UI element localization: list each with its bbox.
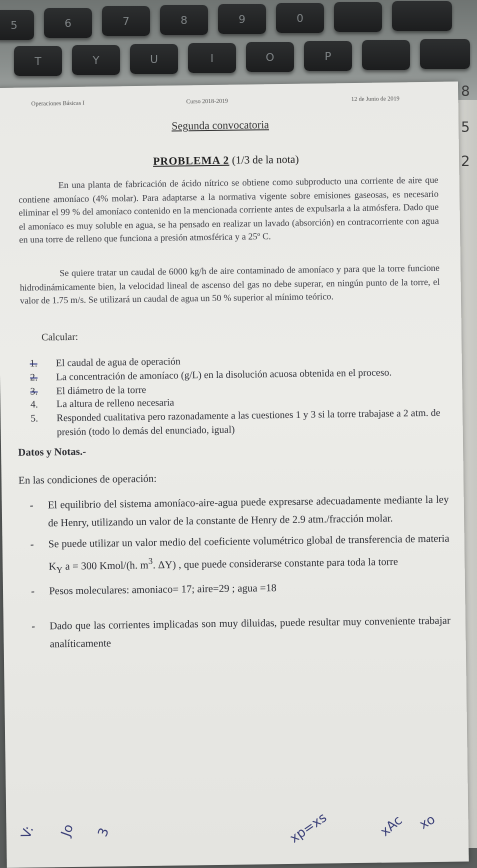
list-item xyxy=(25,613,450,654)
bullet-dash: - xyxy=(30,539,34,551)
handwritten-scribble: xAc xyxy=(377,813,406,840)
problem-paragraph-1: En una planta de fabricación de ácido nítrico se obtiene como subproducto una corriente de aire que contiene amoníaco (4% molar). Para adaptarse a la normativa vigente sobre emisiones gaseosas, es necesario eliminar el 99 % del amoníaco contenido en la mencionada corriente antes de expulsarla a la atmósfera. Dado que el amoníaco es muy soluble en agua, se ha pensado en realizar un lavado (absorción) en contracorriente con agua en una torre de relleno que funciona a presión atmosférica y a 25º C. xyxy=(18,174,439,245)
key: I xyxy=(188,43,236,73)
note-text: Dado que las corrientes implicadas son muy diluidas, puede resultar muy conveniente trabajar analíticamente xyxy=(49,615,451,650)
task-text: La concentración de amoníaco (g/L) en la disolución acuosa obtenida en el proceso. xyxy=(55,367,392,383)
handwritten-scribble: V: xyxy=(18,824,38,841)
task-number: 2. xyxy=(29,372,38,384)
key: Y xyxy=(72,45,120,75)
key xyxy=(392,1,452,31)
bullet-dash: - xyxy=(29,500,34,512)
key xyxy=(334,2,382,32)
note-text: . ΔY) , que puede considerarse constante para toda la torre xyxy=(152,556,399,571)
note-text: Pesos moleculares: amoniaco= 17; aire=29 ; agua =18 xyxy=(48,582,277,597)
task-number: 4. xyxy=(30,399,39,411)
key: T xyxy=(14,46,62,76)
data-notes-heading: Datos y Notas.- xyxy=(18,446,87,459)
bullet-dash: - xyxy=(30,586,35,598)
key: O xyxy=(246,42,294,72)
notes-list xyxy=(24,492,451,658)
exam-title: Segunda convocatoria xyxy=(171,119,270,133)
task-number: 3. xyxy=(30,386,38,398)
list-item xyxy=(25,577,450,600)
edge-mark: 5 xyxy=(461,120,470,136)
key: 9 xyxy=(218,4,266,34)
task-text: El caudal de agua de operación xyxy=(55,356,181,370)
task-list xyxy=(30,352,443,441)
list-item xyxy=(24,492,449,533)
handwritten-scribble: 3 xyxy=(95,826,113,839)
note-text: El equilibrio del sistema amoníaco-aire-agua puede expresarse adecuadamente mediante la ley de Henry, utilizando un valor de la constante de Henry de 2.9 atm./fracción molar. xyxy=(47,494,449,529)
handwritten-scribble: Jo xyxy=(58,822,77,839)
note-text: a = 300 Kmol/(h. m xyxy=(62,559,149,573)
edge-mark: 2 xyxy=(461,154,470,170)
handwritten-scribble: xo xyxy=(417,812,438,833)
list-item xyxy=(31,407,443,440)
handwritten-scribble: xp=xs xyxy=(287,810,330,847)
header-academic-year: Curso 2018-2019 xyxy=(186,98,229,106)
task-text: Responded cualitativa pero razonadamente a las cuestiones 1 y 3 si la torre trabajase a 2 atm. de presión (todo lo demás del enunciado, igual) xyxy=(56,408,441,439)
edge-mark: 8 xyxy=(461,84,470,100)
note-superscript: 3 xyxy=(148,555,153,566)
exam-sheet xyxy=(0,82,469,868)
key: 6 xyxy=(44,8,92,38)
list-item xyxy=(24,531,450,580)
key: P xyxy=(304,41,352,71)
key: 5 xyxy=(0,10,34,40)
problem-heading xyxy=(153,154,299,168)
bullet-dash: - xyxy=(31,621,36,633)
header-course-name: Operaciones Básicas I xyxy=(31,100,85,108)
task-text: La altura de relleno necesaria xyxy=(56,397,175,411)
note-text: Se puede utilizar un valor medio del coeficiente volumétrico global de transferencia de materia K xyxy=(48,533,450,573)
key xyxy=(420,39,470,69)
key xyxy=(362,40,410,70)
note-subscript: Y xyxy=(56,564,63,575)
task-number: 5. xyxy=(30,413,39,425)
header-date: 12 de Junio de 2019 xyxy=(351,96,400,104)
key: 7 xyxy=(102,6,150,36)
calcular-label: Calcular: xyxy=(41,331,79,344)
task-number: 1. xyxy=(29,358,38,370)
problem-name: PROBLEMA 2 xyxy=(152,154,230,168)
key: U xyxy=(130,44,178,74)
task-text: El diámetro de la torre xyxy=(56,384,147,397)
problem-weight: (1/3 de la nota) xyxy=(231,153,299,167)
key: 8 xyxy=(160,5,208,35)
key: 0 xyxy=(276,3,324,33)
problem-paragraph-2: Se quiere tratar un caudal de 6000 kg/h de aire contaminado de amoníaco y para que la torre funcione hidrodinámicamente bien, la velocidad lineal de ascenso del gas no debe superar, en ningún punto de la torre, el valor de 1.75 m/s. Se utilizará un caudal de agua un 50 % superior al mínimo teórico. xyxy=(19,262,440,306)
conditions-intro: En las condiciones de operación: xyxy=(18,473,157,487)
